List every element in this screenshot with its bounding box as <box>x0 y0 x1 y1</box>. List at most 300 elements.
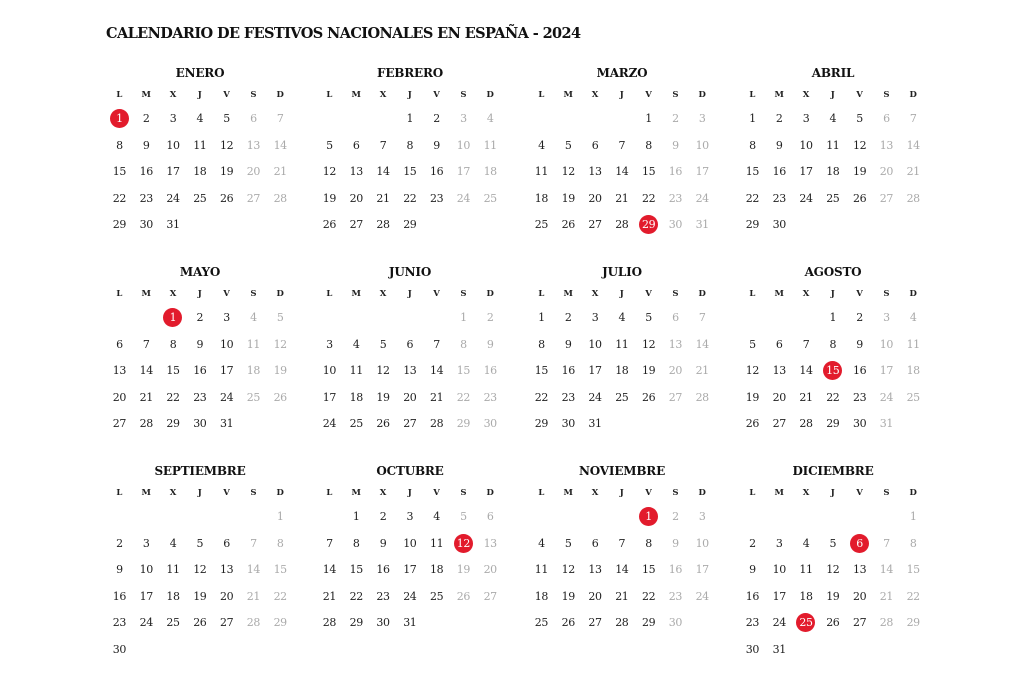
day-cell: 25 <box>193 191 207 205</box>
day-cell: 18 <box>166 589 180 603</box>
day-cell: 8 <box>749 138 756 152</box>
weekday-header: M <box>141 488 151 498</box>
day-cell: 30 <box>852 417 867 430</box>
day-cell: 3 <box>698 510 706 523</box>
day-cell: 14 <box>695 337 709 351</box>
month-name: DICIEMBRE <box>792 464 874 478</box>
day-cell: 25 <box>534 616 548 629</box>
day-cell: 21 <box>906 165 920 178</box>
month-grid <box>316 283 504 438</box>
month-diciembre <box>739 460 927 663</box>
day-cell: 21 <box>139 390 153 404</box>
day-cell: 9 <box>196 337 204 351</box>
day-cell: 5 <box>460 510 467 523</box>
day-cell: 12 <box>273 337 287 351</box>
day-cell: 23 <box>772 191 786 205</box>
day-cell: 16 <box>112 589 126 603</box>
day-cell: 3 <box>406 510 414 523</box>
day-cell: 7 <box>909 112 917 125</box>
day-cell: 29 <box>112 218 126 231</box>
weekday-header: V <box>223 90 230 100</box>
day-cell: 10 <box>879 337 893 351</box>
weekday-header: J <box>830 289 835 299</box>
day-cell: 15 <box>349 563 363 576</box>
empty-cell <box>528 504 555 531</box>
day-cell: 7 <box>379 138 387 152</box>
day-cell: 2 <box>379 510 387 523</box>
weekday-header: X <box>802 488 810 498</box>
weekday-header: M <box>351 488 361 498</box>
weekday-header: S <box>883 488 890 498</box>
day-cell: 19 <box>273 364 287 377</box>
day-cell: 12 <box>561 165 575 178</box>
day-cell: 7 <box>250 536 257 550</box>
day-cell: 18 <box>799 589 813 603</box>
day-cell: 18 <box>246 364 260 377</box>
weekday-header: S <box>250 90 257 100</box>
day-cell: 12 <box>641 337 656 351</box>
month-name: SEPTIEMBRE <box>154 464 246 478</box>
day-cell: 27 <box>588 218 602 231</box>
weekday-header: V <box>433 289 440 299</box>
weekday-header: J <box>619 90 624 100</box>
day-cell: 17 <box>139 589 153 603</box>
day-cell: 22 <box>403 191 417 205</box>
day-cell: 22 <box>166 390 180 404</box>
day-cell: 6 <box>250 112 257 125</box>
empty-cell <box>106 504 133 531</box>
weekday-header: S <box>672 289 679 299</box>
day-cell: 7 <box>326 536 333 550</box>
day-cell: 22 <box>349 589 363 603</box>
empty-cell <box>873 504 900 531</box>
weekday-header: X <box>591 90 599 100</box>
day-cell: 17 <box>588 364 602 377</box>
day-cell: 4 <box>433 510 440 523</box>
day-cell: 4 <box>909 311 917 324</box>
empty-cell <box>106 305 133 332</box>
day-cell: 13 <box>668 337 682 351</box>
month-name: MARZO <box>596 66 648 80</box>
day-cell: 27 <box>219 616 234 629</box>
month-julio <box>528 261 716 438</box>
weekday-header: V <box>223 289 230 299</box>
day-cell: 21 <box>615 589 629 603</box>
day-cell: 12 <box>219 138 234 152</box>
day-cell: 30 <box>483 417 497 430</box>
day-cell: 14 <box>615 165 629 178</box>
day-cell: 9 <box>672 138 679 152</box>
day-cell: 7 <box>433 337 440 351</box>
day-cell: 26 <box>273 390 287 404</box>
month-name: ENERO <box>175 66 225 80</box>
day-cell: 17 <box>403 563 417 576</box>
weekday-header: S <box>250 289 257 299</box>
day-cell: 26 <box>561 218 575 231</box>
day-cell: 7 <box>142 337 150 351</box>
holiday-day: 15 <box>819 358 846 385</box>
month-abril <box>739 62 927 239</box>
day-cell: 6 <box>223 536 230 550</box>
day-cell: 30 <box>112 642 126 656</box>
day-cell: 12 <box>826 563 840 576</box>
empty-cell <box>739 305 766 332</box>
day-cell: 16 <box>139 165 153 178</box>
month-grid <box>106 482 294 663</box>
day-cell: 25 <box>429 589 444 603</box>
weekday-header: V <box>856 90 863 100</box>
weekday-header: L <box>538 90 545 100</box>
weekday-header: J <box>619 289 624 299</box>
day-cell: 11 <box>534 165 548 178</box>
day-cell: 17 <box>219 364 234 377</box>
day-cell: 31 <box>879 417 893 430</box>
day-cell: 18 <box>826 165 840 178</box>
day-cell: 29 <box>166 417 180 430</box>
day-cell: 13 <box>588 563 602 576</box>
day-cell: 23 <box>139 191 153 205</box>
day-cell: 8 <box>460 337 467 351</box>
weekday-header: J <box>407 90 412 100</box>
weekday-header: X <box>802 90 810 100</box>
day-cell: 27 <box>588 616 602 629</box>
day-cell: 3 <box>326 337 333 351</box>
day-cell: 29 <box>906 616 920 629</box>
day-cell: 13 <box>349 165 363 178</box>
day-cell: 19 <box>745 390 759 404</box>
day-cell: 17 <box>695 165 709 178</box>
day-cell: 19 <box>322 191 336 205</box>
day-cell: 3 <box>169 112 177 125</box>
day-cell: 2 <box>196 311 204 324</box>
day-cell: 10 <box>772 563 786 576</box>
weekday-header: X <box>379 488 387 498</box>
day-cell: 13 <box>246 138 260 152</box>
day-cell: 18 <box>906 364 920 377</box>
day-cell: 14 <box>799 364 813 377</box>
day-cell: 17 <box>166 165 180 178</box>
day-cell: 6 <box>116 337 123 351</box>
day-cell: 18 <box>483 165 497 178</box>
day-cell: 14 <box>376 165 390 178</box>
day-cell: 28 <box>615 616 629 629</box>
day-cell: 2 <box>672 510 679 523</box>
day-cell: 31 <box>695 218 709 231</box>
day-cell: 20 <box>588 589 602 603</box>
weekday-header: L <box>538 488 545 498</box>
day-cell: 20 <box>349 191 363 205</box>
day-cell: 22 <box>112 191 126 205</box>
day-cell: 7 <box>802 337 810 351</box>
day-cell: 27 <box>852 616 867 629</box>
weekday-header: L <box>116 488 123 498</box>
holiday-day: 29 <box>635 212 662 239</box>
holiday-day: 1 <box>635 504 662 531</box>
day-cell: 18 <box>615 364 629 377</box>
day-cell: 11 <box>799 563 813 576</box>
weekday-header: L <box>749 90 756 100</box>
day-cell: 13 <box>588 165 602 178</box>
day-cell: 16 <box>193 364 207 377</box>
day-cell: 19 <box>852 165 867 178</box>
weekday-header: D <box>486 90 494 100</box>
day-cell: 30 <box>139 218 153 231</box>
day-cell: 31 <box>588 417 602 430</box>
empty-cell <box>343 305 370 332</box>
day-cell: 9 <box>856 337 863 351</box>
empty-cell <box>608 106 635 133</box>
day-cell: 21 <box>429 390 444 404</box>
day-cell: 11 <box>615 337 629 351</box>
day-cell: 11 <box>166 563 180 576</box>
day-cell: 28 <box>246 616 260 629</box>
day-cell: 24 <box>695 191 709 205</box>
empty-cell <box>240 504 267 531</box>
day-cell: 19 <box>561 589 575 603</box>
day-cell: 18 <box>534 191 548 205</box>
day-cell: 7 <box>883 536 890 550</box>
day-cell: 24 <box>219 390 234 404</box>
day-cell: 12 <box>193 563 207 576</box>
month-agosto <box>739 261 927 438</box>
month-grid <box>739 482 927 663</box>
day-cell: 22 <box>456 390 470 404</box>
weekday-header: S <box>672 90 679 100</box>
day-cell: 4 <box>250 311 257 324</box>
day-cell: 17 <box>879 364 893 377</box>
day-cell: 30 <box>376 616 390 629</box>
day-cell: 30 <box>561 417 575 430</box>
day-cell: 10 <box>799 138 813 152</box>
day-cell: 10 <box>139 563 153 576</box>
weekday-header: X <box>169 90 177 100</box>
day-cell: 23 <box>429 191 444 205</box>
day-cell: 3 <box>223 311 230 324</box>
day-cell: 11 <box>429 536 444 550</box>
day-cell: 15 <box>745 165 759 178</box>
day-cell: 15 <box>166 364 180 377</box>
day-cell: 14 <box>246 563 260 576</box>
empty-cell <box>133 504 160 531</box>
day-cell: 8 <box>116 138 123 152</box>
day-cell: 29 <box>403 218 417 231</box>
weekday-header: X <box>169 488 177 498</box>
day-cell: 15 <box>641 563 656 576</box>
day-cell: 26 <box>322 218 336 231</box>
day-cell: 29 <box>456 417 470 430</box>
day-cell: 15 <box>456 364 470 377</box>
day-cell: 6 <box>486 510 494 523</box>
day-cell: 4 <box>352 337 360 351</box>
day-cell: 20 <box>879 165 893 178</box>
day-cell: 12 <box>852 138 867 152</box>
day-cell: 9 <box>142 138 150 152</box>
month-name: JUNIO <box>388 265 432 279</box>
day-cell: 2 <box>672 112 679 125</box>
month-grid <box>528 283 716 438</box>
day-cell: 27 <box>403 417 417 430</box>
day-cell: 8 <box>538 337 545 351</box>
day-cell: 25 <box>349 417 363 430</box>
day-cell: 5 <box>196 536 204 550</box>
day-cell: 17 <box>772 589 786 603</box>
month-name: FEBRERO <box>377 66 443 80</box>
month-grid <box>106 84 294 239</box>
day-cell: 28 <box>879 616 893 629</box>
day-cell: 22 <box>641 191 656 205</box>
day-cell: 26 <box>219 191 234 205</box>
day-cell: 30 <box>668 218 682 231</box>
day-cell: 27 <box>879 191 893 205</box>
day-cell: 24 <box>403 589 417 603</box>
weekday-header: L <box>116 90 123 100</box>
weekday-header: J <box>407 289 412 299</box>
day-cell: 28 <box>695 390 709 404</box>
day-cell: 20 <box>112 390 126 404</box>
day-cell: 12 <box>322 165 336 178</box>
day-cell: 19 <box>561 191 575 205</box>
day-cell: 18 <box>193 165 207 178</box>
day-cell: 28 <box>799 417 813 430</box>
day-cell: 29 <box>826 417 840 430</box>
day-cell: 21 <box>322 589 336 603</box>
day-cell: 6 <box>352 138 360 152</box>
day-cell: 2 <box>775 112 783 125</box>
weekday-header: D <box>698 90 706 100</box>
day-cell: 4 <box>618 311 626 324</box>
day-cell: 23 <box>193 390 207 404</box>
weekday-header: V <box>856 488 863 498</box>
day-cell: 19 <box>193 589 207 603</box>
day-cell: 8 <box>645 536 652 550</box>
day-cell: 20 <box>588 191 602 205</box>
weekday-header: J <box>197 289 202 299</box>
weekday-header: D <box>698 488 706 498</box>
day-cell: 23 <box>561 390 575 404</box>
empty-cell <box>582 106 609 133</box>
day-cell: 22 <box>273 589 287 603</box>
day-cell: 12 <box>376 364 390 377</box>
day-cell: 3 <box>142 536 150 550</box>
day-cell: 6 <box>672 311 679 324</box>
day-cell: 27 <box>772 417 786 430</box>
day-cell: 11 <box>349 364 363 377</box>
day-cell: 29 <box>273 616 287 629</box>
day-cell: 12 <box>745 364 759 377</box>
day-cell: 21 <box>273 165 287 178</box>
month-septiembre <box>106 460 294 663</box>
weekday-header: L <box>326 90 333 100</box>
day-cell: 20 <box>772 390 786 404</box>
empty-cell <box>766 305 793 332</box>
weekday-header: X <box>802 289 810 299</box>
day-cell: 25 <box>534 218 548 231</box>
weekday-header: L <box>326 488 333 498</box>
empty-cell <box>819 504 846 531</box>
weekday-header: M <box>563 488 573 498</box>
day-cell: 4 <box>538 536 545 550</box>
empty-cell <box>793 305 820 332</box>
day-cell: 11 <box>483 138 497 152</box>
day-cell: 15 <box>641 165 656 178</box>
day-cell: 5 <box>564 138 572 152</box>
weekday-header: D <box>909 90 917 100</box>
holiday-day: 1 <box>160 305 187 332</box>
day-cell: 15 <box>534 364 548 377</box>
day-cell: 4 <box>802 536 810 550</box>
day-cell: 9 <box>486 337 494 351</box>
day-cell: 26 <box>561 616 575 629</box>
day-cell: 14 <box>615 563 629 576</box>
day-cell: 10 <box>695 536 709 550</box>
day-cell: 23 <box>483 390 497 404</box>
day-cell: 6 <box>775 337 783 351</box>
day-cell: 21 <box>615 191 629 205</box>
day-cell: 14 <box>273 138 287 152</box>
day-cell: 24 <box>799 191 813 205</box>
day-cell: 8 <box>169 337 177 351</box>
month-grid <box>106 283 294 438</box>
day-cell: 30 <box>745 642 759 656</box>
day-cell: 3 <box>775 536 783 550</box>
empty-cell <box>133 305 160 332</box>
weekday-header: D <box>909 488 917 498</box>
day-cell: 2 <box>116 536 123 550</box>
day-cell: 17 <box>695 563 709 576</box>
month-marzo <box>528 62 716 239</box>
day-cell: 26 <box>826 616 840 629</box>
day-cell: 23 <box>112 616 126 629</box>
day-cell: 25 <box>906 390 920 404</box>
holiday-day: 1 <box>106 106 133 133</box>
holiday-day: 25 <box>793 610 820 637</box>
day-cell: 9 <box>379 536 387 550</box>
weekday-header: J <box>830 90 835 100</box>
day-cell: 26 <box>852 191 867 205</box>
day-cell: 2 <box>142 112 150 125</box>
day-cell: 4 <box>196 112 204 125</box>
day-cell: 4 <box>829 112 837 125</box>
day-cell: 13 <box>879 138 893 152</box>
day-cell: 14 <box>906 138 920 152</box>
day-cell: 24 <box>879 390 893 404</box>
weekday-header: M <box>563 289 573 299</box>
day-cell: 9 <box>116 563 123 576</box>
day-cell: 28 <box>139 417 153 430</box>
day-cell: 6 <box>883 112 890 125</box>
weekday-header: S <box>460 90 467 100</box>
empty-cell <box>370 106 397 133</box>
day-cell: 13 <box>112 364 126 377</box>
weekday-header: M <box>774 289 784 299</box>
day-cell: 24 <box>139 616 153 629</box>
day-cell: 24 <box>322 417 336 430</box>
day-cell: 17 <box>456 165 470 178</box>
day-cell: 7 <box>618 138 626 152</box>
day-cell: 1 <box>909 510 917 523</box>
day-cell: 5 <box>326 138 333 152</box>
day-cell: 19 <box>456 563 470 576</box>
weekday-header: L <box>116 289 123 299</box>
day-cell: 26 <box>456 589 470 603</box>
weekday-header: J <box>197 90 202 100</box>
day-cell: 19 <box>641 364 656 377</box>
day-cell: 28 <box>376 218 390 231</box>
month-mayo <box>106 261 294 438</box>
day-cell: 1 <box>645 112 652 125</box>
day-cell: 10 <box>695 138 709 152</box>
weekday-header: S <box>672 488 679 498</box>
